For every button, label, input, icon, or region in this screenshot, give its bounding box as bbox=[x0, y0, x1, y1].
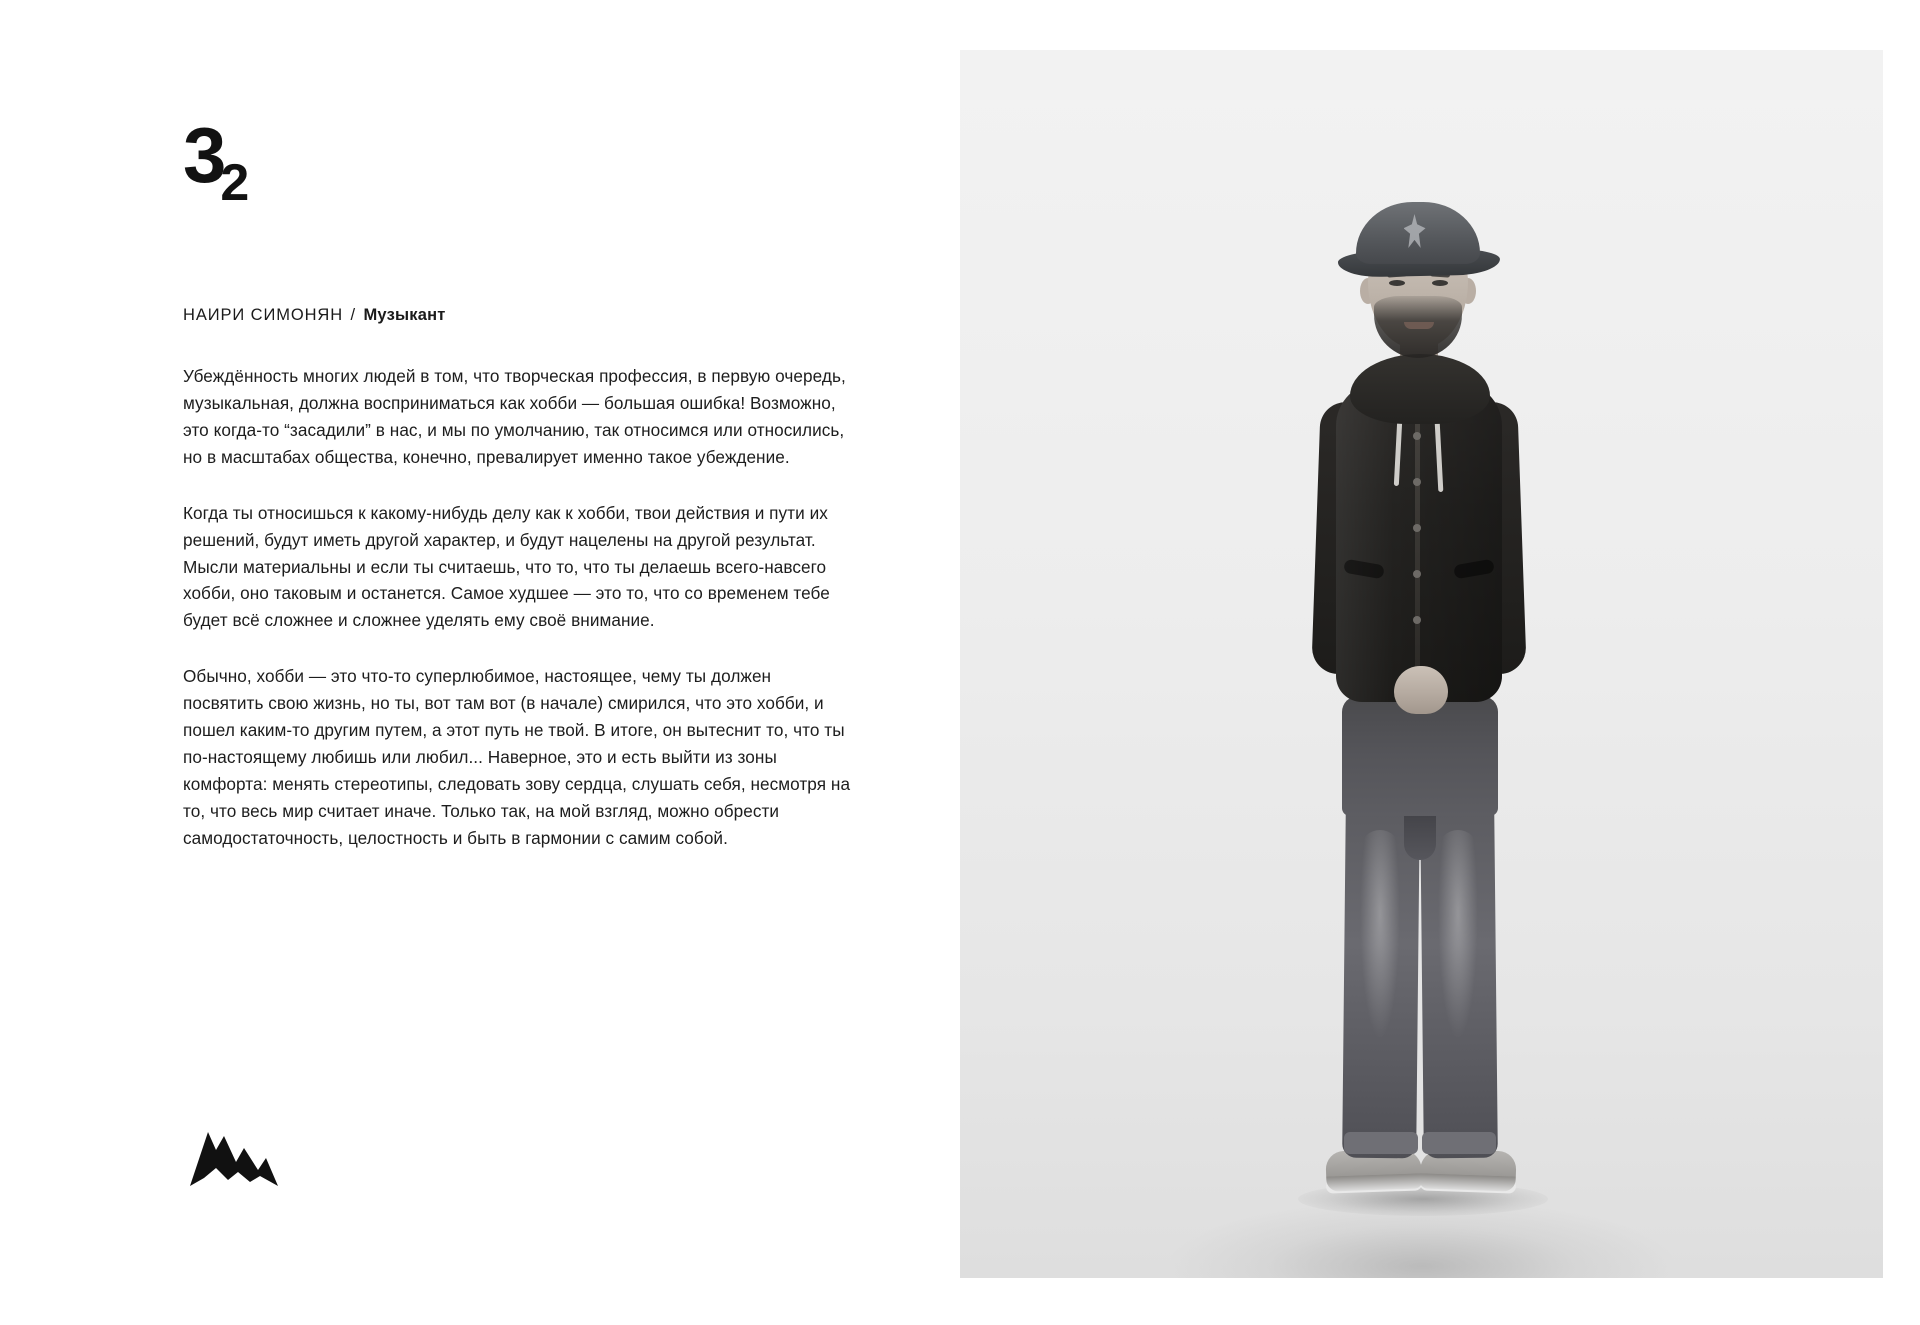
hood-collar bbox=[1350, 354, 1490, 424]
jacket-button bbox=[1413, 478, 1421, 486]
right-page bbox=[960, 0, 1920, 1325]
article-paragraph: Обычно, хобби — это что-то суперлюбимое, настоящее, чему ты должен посвятить свою жизнь, но ты, вот там вот (в начале) смирился, что это хобби, и пошел каким-то другим путем, а этот путь не твой. В итоге, он вытеснит то, что ты по-настоящему любишь или любил... Наверное, это и есть выйти из зоны комфорта: менять стереотипы, следовать зову сердца, слушать себя, несмотря на то, что весь мир считает иначе. Только так, на мой взгляд, можно обрести самодостаточность, целостность и быть в гармонии с самим собой. bbox=[183, 666, 851, 848]
mouth bbox=[1404, 322, 1434, 329]
mountain-logo-icon bbox=[186, 1126, 282, 1188]
jacket-button bbox=[1413, 616, 1421, 624]
page-number bbox=[183, 111, 252, 212]
byline-name: НАИРИ СИМОНЯН bbox=[183, 306, 344, 324]
byline bbox=[183, 306, 446, 325]
jeans-hip bbox=[1342, 696, 1498, 816]
left-eye bbox=[1389, 280, 1405, 286]
page-number-sub: 2 bbox=[220, 154, 249, 212]
article-paragraph: Когда ты относишься к какому-нибудь делу как к хобби, твои действия и пути их решений, будут иметь другой характер, и будут нацелены на другой результат. Мысли материальны и если ты считаешь, что то, что ты делаешь всего-навсего хобби, оно таковым и останется. Самое худшее — это то, что со временем тебе будет всё сложнее и сложнее уделять ему своё внимание. bbox=[183, 502, 830, 631]
article-paragraph: Убеждённость многих людей в том, что творческая профессия, в первую очередь, музыкальная, должна восприниматься как хобби — большая ошибка! Возможно, это когда-то “засадили” в нас, и мы по умолчанию, так относимся или относились, но в масштабах общества, конечно, превалирует именно такое убеждение. bbox=[183, 366, 846, 467]
clasped-hands bbox=[1394, 666, 1448, 714]
page-number-main: 3 bbox=[183, 111, 225, 199]
right-eye bbox=[1432, 280, 1448, 286]
article-body bbox=[183, 363, 855, 852]
backdrop-gradient bbox=[960, 978, 1883, 1278]
byline-separator: / bbox=[350, 306, 356, 324]
jacket-placket bbox=[1415, 396, 1420, 696]
jacket-button bbox=[1413, 524, 1421, 532]
jacket-button bbox=[1413, 432, 1421, 440]
jacket-button bbox=[1413, 570, 1421, 578]
portrait-photo bbox=[960, 50, 1883, 1278]
byline-role: Музыкант bbox=[363, 306, 446, 324]
